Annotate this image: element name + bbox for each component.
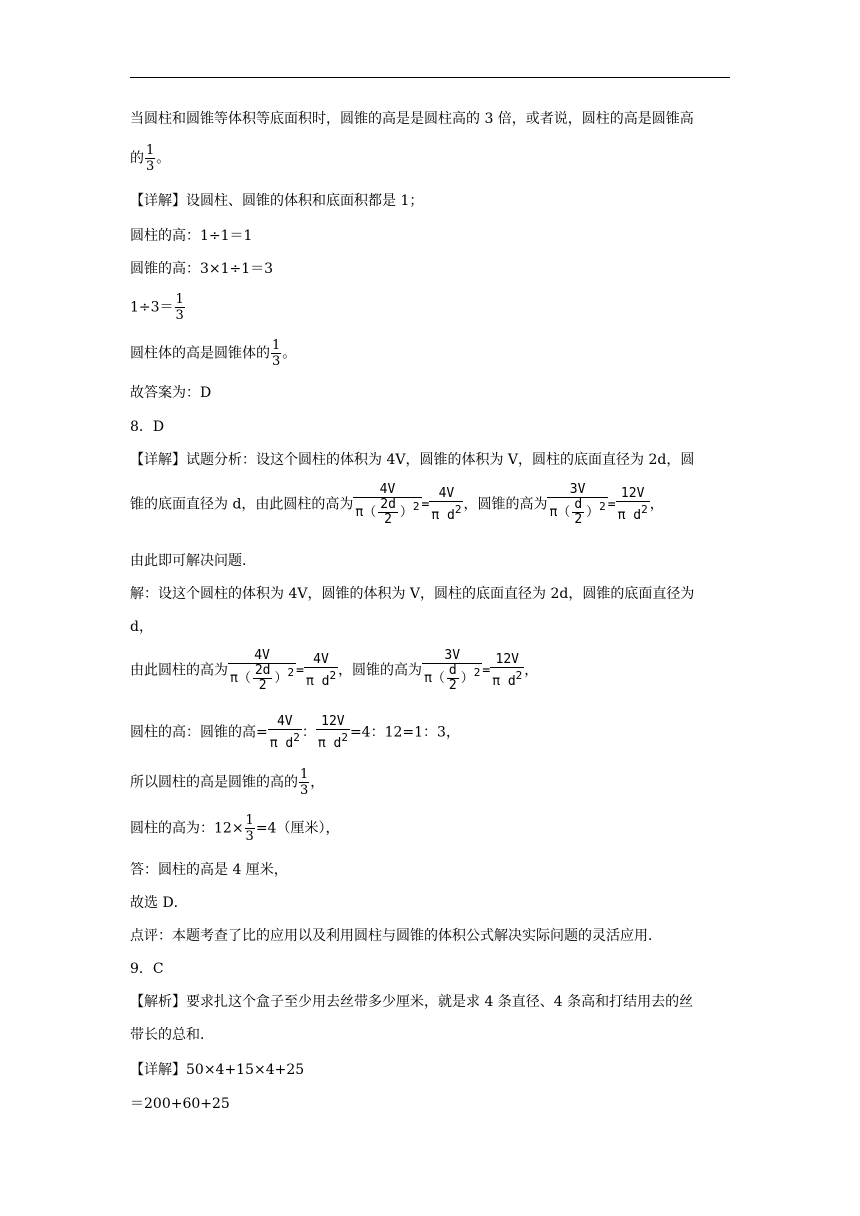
text-line: 答：圆柱的高是 4 厘米，	[130, 862, 288, 878]
text-line: 圆柱的高为：12× $\frac{1}{3}$ =4（厘米），	[130, 813, 340, 844]
header-rule	[130, 77, 730, 78]
text-line: 故选 D．	[130, 895, 188, 911]
text-line: 锥的底面直径为 d，由此圆柱的高为 4V π（ $\frac{2d}{2} )^2$ = $\frac{4V}{\pi d^2}$ ，圆锥的高为 3V π（ $\frac{d}{2} )^2$ = $\frac{12V}{\pi d^2}$ ，	[130, 482, 664, 527]
question-number: 9．C	[130, 961, 164, 977]
formula-ratio-right: $\frac{12V}{\pi d^2}$	[317, 714, 348, 751]
formula-ratio-left: $\frac{4V}{\pi d^2}$	[269, 714, 300, 751]
formula-cone-height: 3V π（ $\frac{d}{2} )^2$	[424, 648, 481, 693]
formula-cylinder-height: 4V π（ $\frac{2d}{2} )^2$	[355, 482, 420, 527]
text-line: 圆柱的高：圆锥的高= $\frac{4V}{\pi d^2}$ ： $\frac{12V}{\pi d^2}$ =4：12=1：3，	[130, 714, 460, 751]
text-line: 故答案为：D	[130, 385, 212, 401]
text-line: 【详解】50×4+15×4+25	[130, 1062, 305, 1078]
fraction-one-third: $\frac{1}{3}$	[146, 143, 155, 174]
fraction-one-third: $\frac{1}{3}$	[245, 813, 254, 844]
text-line: 圆柱体的高是圆锥体的 $\frac{1}{3}$ 。	[130, 338, 297, 369]
text-line: 【详解】试题分析：设这个圆柱的体积为 4V，圆锥的体积为 V，圆柱的底面直径为 2d，圆	[130, 452, 695, 468]
fraction-one-third: $\frac{1}{3}$	[175, 292, 184, 323]
fraction-one-third: $\frac{1}{3}$	[272, 338, 281, 369]
formula-cone-height-simplified: $\frac{12V}{\pi d^2}$	[492, 652, 523, 689]
text-line: 圆柱的高：1÷1＝1	[130, 228, 253, 244]
text-line: 圆锥的高：3×1÷1＝3	[130, 261, 274, 277]
text-line: 【详解】设圆柱、圆锥的体积和底面积都是 1；	[130, 193, 424, 209]
text-line: 点评：本题考查了比的应用以及利用圆柱与圆锥的体积公式解决实际问题的灵活应用．	[130, 928, 662, 944]
text-line: d，	[130, 619, 153, 635]
formula-cone-height: 3V π（ $\frac{d}{2} )^2$	[549, 482, 606, 527]
text-line: 【解析】要求扎这个盒子至少用去丝带多少厘米，就是求 4 条直径、4 条高和打结用去的丝	[130, 994, 694, 1010]
fraction-one-third: $\frac{1}{3}$	[300, 767, 309, 798]
text-line: 1÷3＝ $\frac{1}{3}$	[130, 292, 184, 323]
text-line: 所以圆柱的高是圆锥的高的 $\frac{1}{3}$ ，	[130, 767, 325, 798]
text-line: 当圆柱和圆锥等体积等底面积时，圆锥的高是是圆柱高的 3 倍，或者说，圆柱的高是圆锥高	[130, 111, 694, 127]
text-line: 由此圆柱的高为 4V π（ $\frac{2d}{2} )^2$ = $\frac{4V}{\pi d^2}$ ，圆锥的高为 3V π（ $\frac{d}{2} )^2$ = $\frac{12V}{\pi d^2}$ ，	[130, 648, 539, 693]
text-line: 解：设这个圆柱的体积为 4V，圆锥的体积为 V，圆柱的底面直径为 2d，圆锥的底面直径为	[130, 586, 695, 602]
formula-cylinder-height-simplified: $\frac{4V}{\pi d^2}$	[431, 486, 462, 523]
formula-cylinder-height-simplified: $\frac{4V}{\pi d^2}$	[305, 652, 337, 689]
text-line: 带长的总和．	[130, 1027, 214, 1043]
text-line: 的 $\frac{1}{3}$ 。	[130, 143, 171, 174]
text-line: ＝200+60+25	[130, 1096, 230, 1112]
formula-cone-height-simplified: $\frac{12V}{\pi d^2}$	[617, 486, 648, 523]
question-number: 8．D	[130, 419, 165, 435]
formula-cylinder-height: 4V π（ $\frac{2d}{2} )^2$	[230, 648, 295, 693]
text-line: 由此即可解决问题.	[130, 553, 247, 569]
